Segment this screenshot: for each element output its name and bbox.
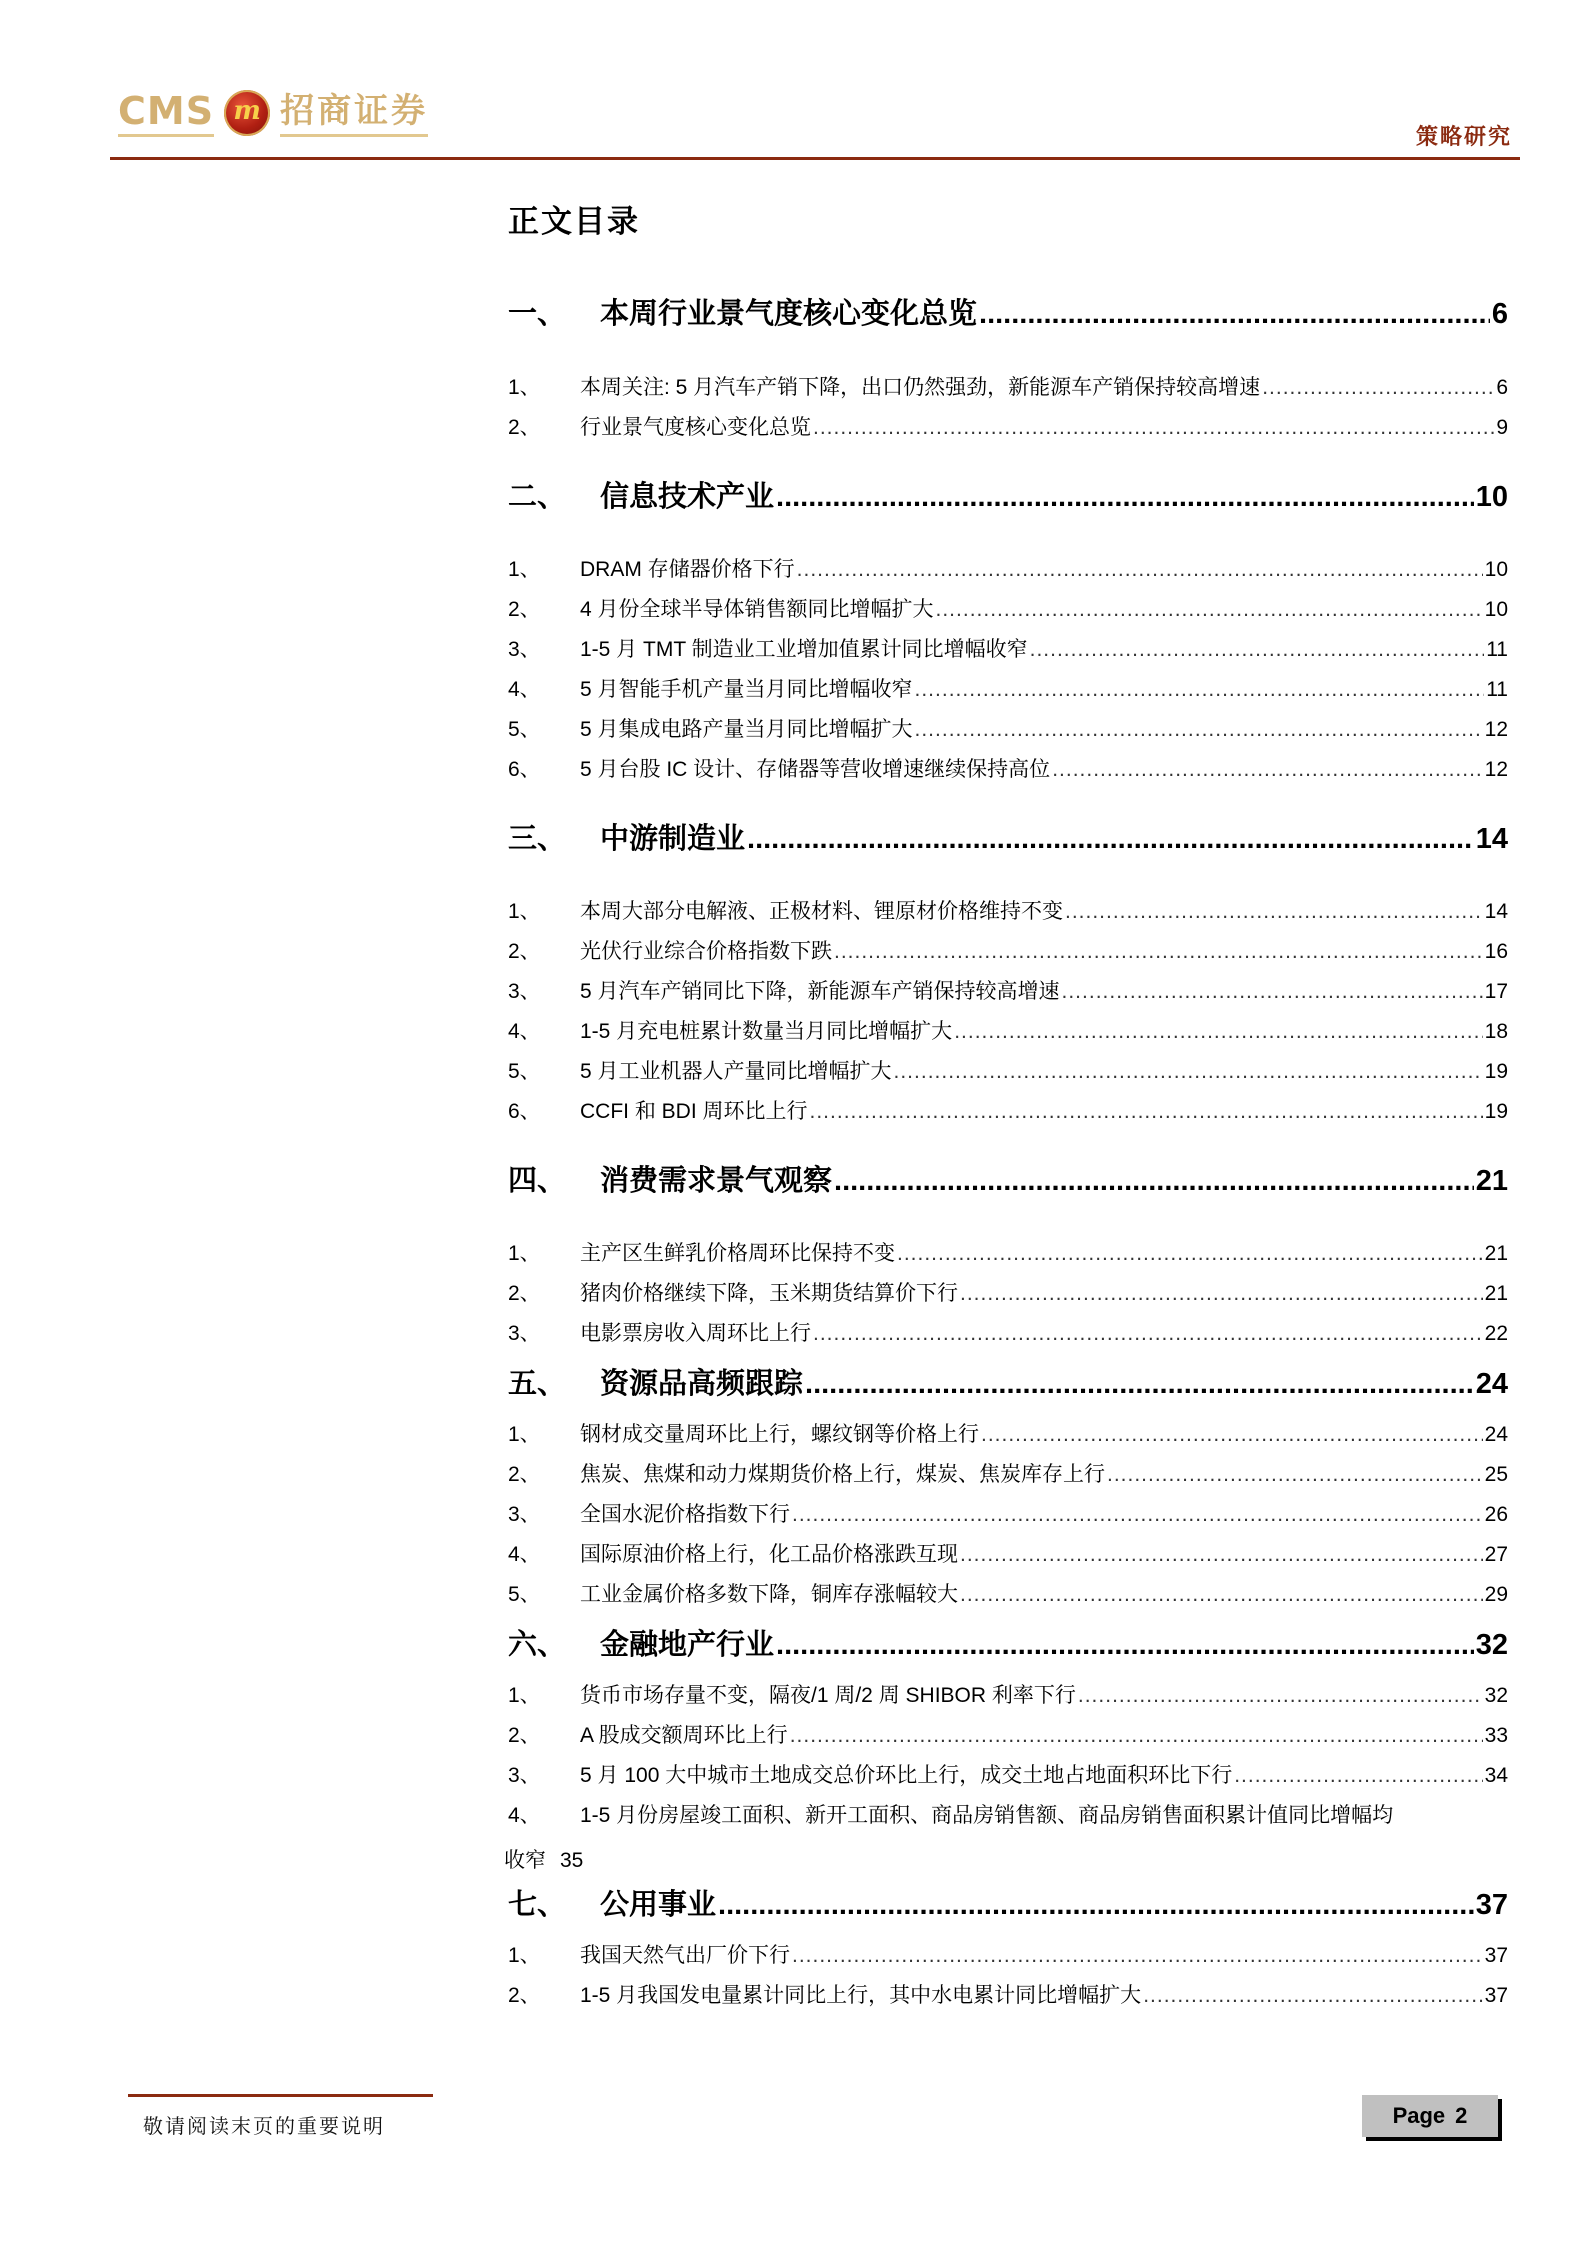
page-number: 19 [1484, 1060, 1508, 1083]
item-title: CCFI 和 BDI 周环比上行 [580, 1100, 808, 1123]
page-number: 24 [1475, 1368, 1508, 1400]
item-title: 4 月份全球半导体销售额同比增幅扩大 [580, 598, 934, 621]
toc-item[interactable] [508, 713, 1508, 743]
section-number: 五、 [508, 1368, 567, 1400]
toc-section[interactable] [508, 474, 1508, 515]
section-title: 本周行业景气度核心变化总览 [600, 298, 978, 330]
page-number: 17 [1484, 980, 1508, 1003]
header-divider [110, 157, 1520, 160]
page-number: 37 [1484, 1984, 1508, 2007]
item-number: 1、 [508, 376, 541, 399]
toc-item[interactable] [508, 935, 1508, 965]
dot-leader [1030, 638, 1485, 662]
page-number: 26 [1484, 1503, 1508, 1526]
section-number: 三、 [508, 823, 567, 855]
toc-item[interactable] [508, 1759, 1508, 1789]
item-number: 2、 [508, 940, 541, 963]
item-number: 1、 [508, 1684, 541, 1707]
item-title: 光伏行业综合价格指数下跌 [580, 940, 832, 963]
toc-item[interactable] [508, 1719, 1508, 1749]
toc-item[interactable] [508, 371, 1508, 401]
page-number: 16 [1484, 940, 1508, 963]
item-number: 2、 [508, 1984, 541, 2007]
item-number: 2、 [508, 1463, 541, 1486]
item-title: 工业金属价格多数下降，铜库存涨幅较大 [580, 1583, 958, 1606]
item-number: 6、 [508, 1100, 541, 1123]
toc-section[interactable] [508, 1882, 1508, 1923]
page-number: 12 [1484, 718, 1508, 741]
page-number: 29 [1484, 1583, 1508, 1606]
page-number: 6 [1496, 376, 1508, 399]
dot-leader [747, 823, 1474, 856]
item-number: 4、 [508, 678, 541, 701]
dot-leader [981, 1423, 1483, 1447]
item-number: 1、 [508, 1423, 541, 1446]
item-title: 1-5 月我国发电量累计同比上行，其中水电累计同比增幅扩大 [580, 1984, 1142, 2007]
dot-leader [1143, 1984, 1482, 2008]
report-category: 策略研究 [1415, 124, 1512, 150]
item-number: 4、 [508, 1804, 541, 1827]
disclaimer-note: 敬请阅读末页的重要说明 [143, 2114, 385, 2138]
item-title: 1-5 月份房屋竣工面积、新开工面积、商品房销售额、商品房销售面积累计值同比增幅均 [580, 1804, 1394, 1827]
page-number: 14 [1484, 900, 1508, 923]
dot-leader [1062, 980, 1483, 1004]
dot-leader [1078, 1684, 1483, 1708]
logo-emblem-icon: m [224, 90, 270, 136]
section-title: 公用事业 [600, 1889, 717, 1921]
dot-leader [797, 558, 1483, 582]
page-number: 32 [1484, 1684, 1508, 1707]
item-number: 3、 [508, 638, 541, 661]
toc-item[interactable] [508, 1277, 1508, 1307]
section-number: 四、 [508, 1165, 567, 1197]
item-number: 3、 [508, 1764, 541, 1787]
item-title: 5 月台股 IC 设计、存储器等营收增速继续保持高位 [580, 758, 1051, 781]
item-title: 5 月工业机器人产量同比增幅扩大 [580, 1060, 892, 1083]
page-number: 24 [1484, 1423, 1508, 1446]
cms-logo [118, 88, 428, 138]
item-number: 3、 [508, 1322, 541, 1345]
page-number: 34 [1484, 1764, 1508, 1787]
dot-leader [792, 1503, 1483, 1527]
dot-leader [792, 1944, 1483, 1968]
item-title: 5 月智能手机产量当月同比增幅收窄 [580, 678, 913, 701]
dot-leader [894, 1060, 1483, 1084]
item-number: 3、 [508, 980, 541, 1003]
item-title: 焦炭、焦煤和动力煤期货价格上行，煤炭、焦炭库存上行 [580, 1463, 1105, 1486]
page-number: 37 [1475, 1889, 1508, 1921]
toc-item[interactable] [508, 1237, 1508, 1267]
toc-item[interactable] [508, 1458, 1508, 1488]
item-title: 5 月 100 大中城市土地成交总价环比上行，成交土地占地面积环比下行 [580, 1764, 1233, 1787]
page-number: 37 [1484, 1944, 1508, 1967]
page-number: 6 [1491, 298, 1508, 330]
section-number: 二、 [508, 481, 567, 513]
item-number: 6、 [508, 758, 541, 781]
item-number: 2、 [508, 598, 541, 621]
toc-section[interactable] [508, 1622, 1508, 1663]
item-number: 3、 [508, 1503, 541, 1526]
section-title: 资源品高频跟踪 [600, 1368, 804, 1400]
toc-item[interactable] [508, 1498, 1508, 1528]
section-title: 中游制造业 [600, 823, 746, 855]
page-number: 18 [1484, 1020, 1508, 1043]
dot-leader [1052, 758, 1482, 782]
page-number-value: 2 [1455, 2103, 1468, 2128]
toc-item[interactable] [508, 1679, 1508, 1709]
dot-leader [805, 1368, 1474, 1401]
toc-item[interactable] [508, 1317, 1508, 1347]
item-title: 全国水泥价格指数下行 [580, 1503, 790, 1526]
dot-leader [813, 1322, 1483, 1346]
dot-leader [915, 678, 1485, 702]
page-indicator [1362, 2095, 1498, 2137]
dot-leader [776, 1629, 1474, 1662]
toc-item[interactable] [508, 411, 1508, 441]
item-title: 我国天然气出厂价下行 [580, 1944, 790, 1967]
page-number: 21 [1475, 1165, 1508, 1197]
item-title: 1-5 月 TMT 制造业工业增加值累计同比增幅收窄 [580, 638, 1028, 661]
toc-item[interactable] [508, 1418, 1508, 1448]
item-title: 电影票房收入周环比上行 [580, 1322, 811, 1345]
toc-item[interactable] [508, 593, 1508, 623]
item-title: 行业景气度核心变化总览 [580, 416, 811, 439]
dot-leader [813, 416, 1494, 440]
item-number: 2、 [508, 416, 541, 439]
page-number: 12 [1484, 758, 1508, 781]
toc-item[interactable] [508, 673, 1508, 703]
page-number: 22 [1484, 1322, 1508, 1345]
item-title: A 股成交额周环比上行 [580, 1724, 788, 1747]
dot-leader [776, 481, 1474, 514]
dot-leader [960, 1543, 1483, 1567]
item-number: 5、 [508, 1060, 541, 1083]
item-number: 4、 [508, 1543, 541, 1566]
toc-item[interactable] [508, 1055, 1508, 1085]
dot-leader [718, 1889, 1474, 1922]
item-title: DRAM 存储器价格下行 [580, 558, 795, 581]
page-number: 10 [1484, 558, 1508, 581]
section-title: 消费需求景气观察 [600, 1165, 833, 1197]
item-title: 主产区生鲜乳价格周环比保持不变 [580, 1242, 895, 1265]
page-number: 10 [1475, 481, 1508, 513]
toc-item[interactable] [508, 1939, 1508, 1969]
toc-section[interactable] [508, 1158, 1508, 1199]
toc-title: 正文目录 [508, 204, 640, 239]
item-title: 本周大部分电解液、正极材料、锂原材价格维持不变 [580, 900, 1063, 923]
logo-latin-text: CMS [118, 90, 214, 137]
page-number: 33 [1484, 1724, 1508, 1747]
item-number: 2、 [508, 1724, 541, 1747]
toc-item[interactable] [508, 1578, 1508, 1608]
item-number: 1、 [508, 900, 541, 923]
toc-item-wrapped[interactable] [504, 1799, 1508, 1874]
section-number: 一、 [508, 298, 567, 330]
toc-item[interactable] [508, 753, 1508, 783]
page-number: 21 [1484, 1242, 1508, 1265]
item-number: 5、 [508, 718, 541, 741]
page-number: 14 [1475, 823, 1508, 855]
item-number: 1、 [508, 1242, 541, 1265]
item-number: 2、 [508, 1282, 541, 1305]
dot-leader [1262, 376, 1494, 400]
dot-leader [954, 1020, 1482, 1044]
toc-item[interactable] [508, 1015, 1508, 1045]
page-number: 25 [1484, 1463, 1508, 1486]
page-number: 19 [1484, 1100, 1508, 1123]
dot-leader [1234, 1764, 1482, 1788]
section-title: 信息技术产业 [600, 481, 775, 513]
dot-leader [979, 298, 1490, 331]
item-title: 猪肉价格继续下降，玉米期货结算价下行 [580, 1282, 958, 1305]
toc-item[interactable] [508, 1979, 1508, 2009]
item-title: 货币市场存量不变，隔夜/1 周/2 周 SHIBOR 利率下行 [580, 1684, 1076, 1707]
page-number: 27 [1484, 1543, 1508, 1566]
dot-leader [1107, 1463, 1483, 1487]
dot-leader [810, 1100, 1483, 1124]
item-title-continued: 收窄 [504, 1849, 546, 1872]
footer-divider [128, 2094, 433, 2097]
item-title: 1-5 月充电桩累计数量当月同比增幅扩大 [580, 1020, 953, 1043]
dot-leader [897, 1242, 1483, 1266]
toc-section[interactable] [508, 291, 1508, 332]
item-number: 1、 [508, 1944, 541, 1967]
dot-leader [834, 940, 1483, 964]
toc-item[interactable] [508, 1538, 1508, 1568]
item-number: 5、 [508, 1583, 541, 1606]
item-title: 5 月集成电路产量当月同比增幅扩大 [580, 718, 913, 741]
dot-leader [790, 1724, 1483, 1748]
toc-item[interactable] [508, 895, 1508, 925]
dot-leader [834, 1165, 1474, 1198]
page-number: 10 [1484, 598, 1508, 621]
toc-item[interactable] [508, 633, 1508, 663]
item-number: 4、 [508, 1020, 541, 1043]
toc-section[interactable] [508, 1361, 1508, 1402]
item-number: 1、 [508, 558, 541, 581]
section-number: 七、 [508, 1889, 567, 1921]
dot-leader [915, 718, 1483, 742]
page-number: 35 [560, 1849, 584, 1872]
section-number: 六、 [508, 1629, 567, 1661]
page-number: 21 [1484, 1282, 1508, 1305]
toc-item[interactable] [508, 975, 1508, 1005]
section-title: 金融地产行业 [600, 1629, 775, 1661]
toc-item[interactable] [508, 553, 1508, 583]
dot-leader [960, 1282, 1483, 1306]
dot-leader [936, 598, 1483, 622]
logo-chinese-text: 招商证券 [280, 90, 428, 137]
page-number: 9 [1496, 416, 1508, 439]
item-title: 本周关注: 5 月汽车产销下降，出口仍然强劲，新能源车产销保持较高增速 [580, 376, 1261, 399]
page-number: 11 [1486, 678, 1508, 701]
item-title: 国际原油价格上行，化工品价格涨跌互现 [580, 1543, 958, 1566]
toc-section[interactable] [508, 816, 1508, 857]
item-title: 钢材成交量周环比上行，螺纹钢等价格上行 [580, 1423, 979, 1446]
page-number: 11 [1486, 638, 1508, 661]
dot-leader [1065, 900, 1483, 924]
dot-leader [960, 1583, 1483, 1607]
item-title: 5 月汽车产销同比下降，新能源车产销保持较高增速 [580, 980, 1060, 1003]
toc-item[interactable] [508, 1095, 1508, 1125]
page-number: 32 [1475, 1629, 1508, 1661]
page-label: Page [1392, 2103, 1446, 2128]
